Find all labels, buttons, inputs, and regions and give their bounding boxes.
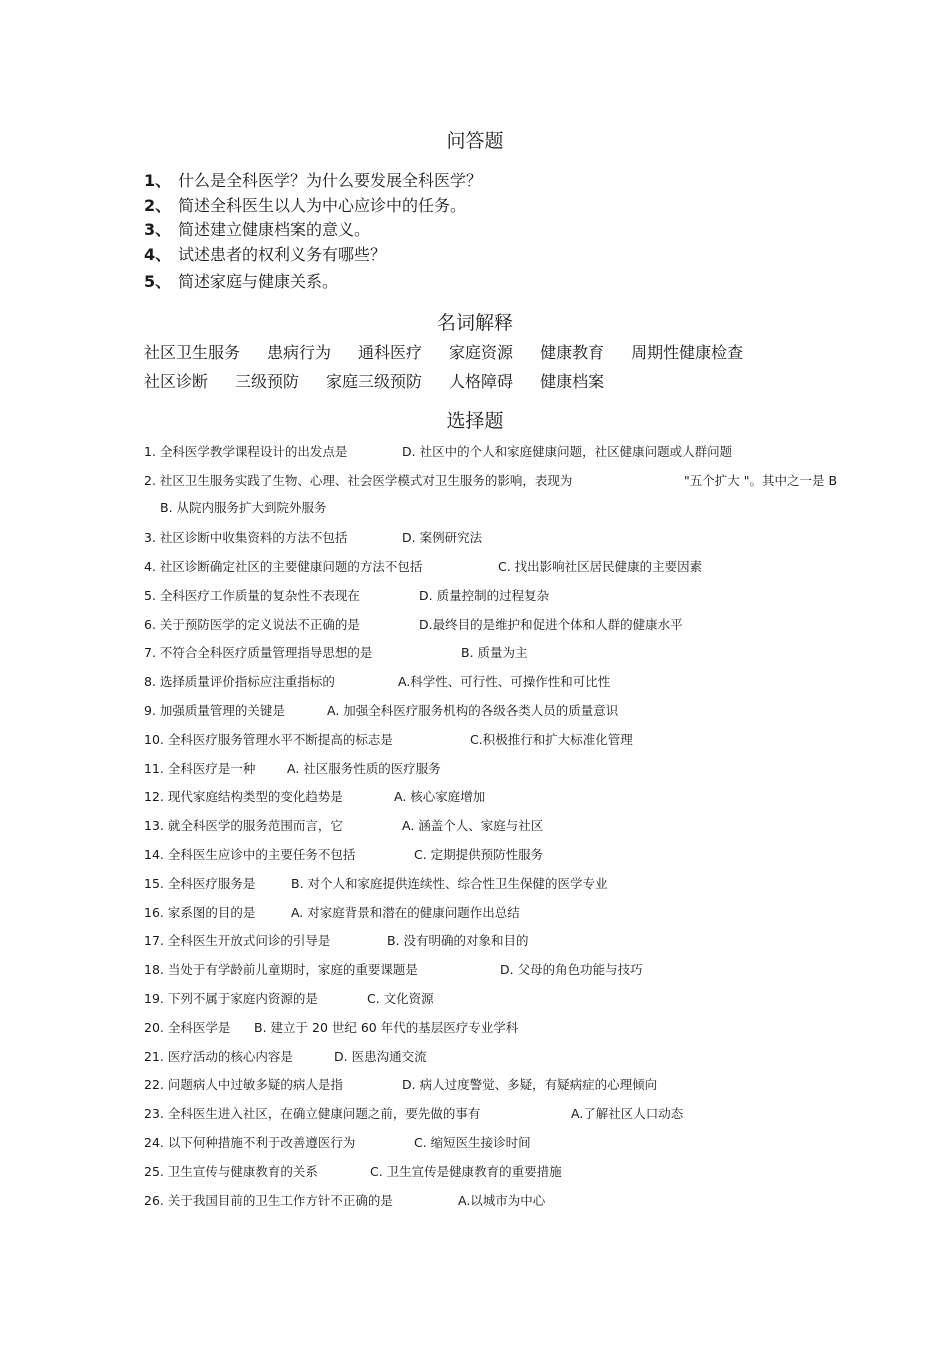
term: 健康教育 <box>540 343 605 362</box>
short-answer-item <box>144 244 844 269</box>
choice-item <box>144 816 904 845</box>
item-number: 4、 <box>144 244 172 264</box>
choice-item <box>144 701 904 730</box>
question-stem: 1. 全科医学教学课程设计的出发点是 <box>144 444 348 459</box>
choice-item <box>144 845 904 874</box>
answer: A. 加强全科医疗服务机构的各级各类人员的质量意识 <box>327 703 619 719</box>
answer: D. 病人过度警觉、多疑，有疑病症的心理倾向 <box>402 1077 658 1093</box>
term: 通科医疗 <box>358 343 423 362</box>
choice-item <box>144 643 904 672</box>
question-stem: 18. 当处于有学龄前儿童期时，家庭的重要课题是 <box>144 962 418 978</box>
answer: A. 对家庭背景和潜在的健康问题作出总结 <box>291 904 520 920</box>
item-text: 试述患者的权利义务有哪些？ <box>178 244 387 264</box>
choice-heading: 选择题 <box>446 410 504 432</box>
item-number: 2、 <box>144 195 172 215</box>
short-answer-list <box>144 170 844 296</box>
question-stem: 16. 家系图的目的是 <box>144 904 256 920</box>
terms-row <box>144 371 864 393</box>
answer: D.最终目的是维护和促进个体和人群的健康水平 <box>419 616 683 632</box>
answer-continued: B. 从院内服务扩大到院外服务 <box>160 499 327 515</box>
answer: D. 医患沟通交流 <box>334 1048 427 1064</box>
answer: A.科学性、可行性、可操作性和可比性 <box>398 674 611 690</box>
choice-item <box>144 931 904 960</box>
choice-item <box>144 672 904 701</box>
choice-item <box>144 528 904 557</box>
short-answer-item <box>144 271 844 296</box>
question-stem: 5. 全科医疗工作质量的复杂性不表现在 <box>144 587 360 603</box>
item-text: 简述建立健康档案的意义。 <box>178 220 371 239</box>
short-answer-item <box>144 195 844 220</box>
answer: D. 案例研究法 <box>402 530 483 546</box>
choice-item <box>144 989 904 1018</box>
question-stem: 13. 就全科医学的服务范围而言，它 <box>144 818 343 834</box>
item-text: 什么是全科医学？为什么要发展全科医学？ <box>178 171 483 190</box>
term: 家庭三级预防 <box>326 372 423 391</box>
answer: C.积极推行和扩大标准化管理 <box>470 731 633 747</box>
choice-item <box>144 1104 904 1133</box>
question-stem: 3. 社区诊断中收集资料的方法不包括 <box>144 530 348 546</box>
question-stem: 19. 下列不属于家庭内资源的是 <box>144 991 318 1007</box>
answer: C. 卫生宣传是健康教育的重要措施 <box>370 1163 562 1179</box>
choice-item <box>144 787 904 816</box>
question-stem: 2. 社区卫生服务实践了生物、心理、社会医学模式对卫生服务的影响，表现为 <box>144 472 573 488</box>
term: 人格障碍 <box>449 372 514 391</box>
answer: B. 对个人和家庭提供连续性、综合性卫生保健的医学专业 <box>291 875 608 891</box>
answer: B. 建立于 20 世纪 60 年代的基层医疗专业学科 <box>254 1019 519 1035</box>
choice-item <box>144 874 904 903</box>
choice-item <box>144 1018 904 1047</box>
choice-item <box>144 759 904 788</box>
item-number: 1、 <box>144 171 172 190</box>
terms-heading: 名词解释 <box>436 312 513 334</box>
question-stem: 26. 关于我国目前的卫生工作方针不正确的是 <box>144 1192 393 1208</box>
answer: A. 社区服务性质的医疗服务 <box>287 760 441 776</box>
answer: B. 质量为主 <box>461 645 528 661</box>
term: 患病行为 <box>267 343 332 362</box>
item-number: 3、 <box>144 220 172 239</box>
question-stem: 14. 全科医生应诊中的主要任务不包括 <box>144 847 356 863</box>
question-stem: 21. 医疗活动的核心内容是 <box>144 1048 293 1064</box>
choice-item <box>144 615 904 644</box>
question-stem: 12. 现代家庭结构类型的变化趋势是 <box>144 789 343 805</box>
answer: D. 父母的角色功能与技巧 <box>500 962 643 978</box>
item-number: 5、 <box>144 272 172 291</box>
answer: B. 没有明确的对象和目的 <box>387 933 529 949</box>
answer: C. 定期提供预防性服务 <box>414 847 544 863</box>
choice-item <box>144 1191 904 1220</box>
question-stem: 9. 加强质量管理的关键是 <box>144 703 285 719</box>
choice-list <box>144 442 904 1219</box>
answer: A. 涵盖个人、家庭与社区 <box>402 818 544 834</box>
choice-item <box>144 730 904 759</box>
answer: C. 文化资源 <box>367 991 434 1007</box>
term: 三级预防 <box>235 372 300 391</box>
choice-item <box>144 960 904 989</box>
short-answer-heading: 问答题 <box>446 130 504 152</box>
term: 家庭资源 <box>449 343 514 362</box>
answer: D. 质量控制的过程复杂 <box>419 587 550 603</box>
answer: C. 缩短医生接诊时间 <box>414 1135 531 1151</box>
answer: D. 社区中的个人和家庭健康问题，社区健康问题或人群问题 <box>402 444 733 459</box>
choice-item <box>144 586 904 615</box>
question-stem: 25. 卫生宣传与健康教育的关系 <box>144 1163 318 1179</box>
choice-item <box>144 1075 904 1104</box>
short-answer-item <box>144 219 844 244</box>
question-stem: 22. 问题病人中过敏多疑的病人是指 <box>144 1077 343 1093</box>
question-stem: 7. 不符合全科医疗质量管理指导思想的是 <box>144 645 373 661</box>
question-stem: 23. 全科医生进入社区，在确立健康问题之前，要先做的事有 <box>144 1106 481 1122</box>
choice-item <box>144 903 904 932</box>
choice-item <box>144 1162 904 1191</box>
answer: A.了解社区人口动态 <box>571 1106 684 1122</box>
question-stem: 11. 全科医疗是一种 <box>144 760 256 776</box>
term: 社区卫生服务 <box>144 343 241 362</box>
terms-row <box>144 342 864 364</box>
short-answer-item <box>144 170 844 195</box>
question-stem: 15. 全科医疗服务是 <box>144 875 256 891</box>
question-stem: 10. 全科医疗服务管理水平不断提高的标志是 <box>144 731 393 747</box>
choice-item <box>144 471 904 529</box>
answer: A. 核心家庭增加 <box>394 789 486 805</box>
answer: A.以城市为中心 <box>458 1192 546 1208</box>
item-text: 简述家庭与健康关系。 <box>178 272 339 291</box>
question-stem: 17. 全科医生开放式问诊的引导是 <box>144 933 331 949</box>
choice-item <box>144 1133 904 1162</box>
term: 社区诊断 <box>144 372 209 391</box>
item-text: 简述全科医生以人为中心应诊中的任务。 <box>178 195 467 215</box>
choice-item <box>144 1047 904 1076</box>
question-stem: 6. 关于预防医学的定义说法不正确的是 <box>144 616 360 632</box>
choice-item <box>144 442 904 471</box>
answer: "五个扩大 "。其中之一是 B <box>684 472 838 488</box>
question-stem: 4. 社区诊断确定社区的主要健康问题的方法不包括 <box>144 559 423 575</box>
question-stem: 24. 以下何种措施不利于改善遵医行为 <box>144 1135 356 1151</box>
term: 健康档案 <box>540 372 605 391</box>
question-stem: 8. 选择质量评价指标应注重指标的 <box>144 674 335 690</box>
question-stem: 20. 全科医学是 <box>144 1019 231 1035</box>
term: 周期性健康检查 <box>631 343 744 362</box>
answer: C. 找出影响社区居民健康的主要因素 <box>498 559 703 575</box>
choice-item <box>144 557 904 586</box>
